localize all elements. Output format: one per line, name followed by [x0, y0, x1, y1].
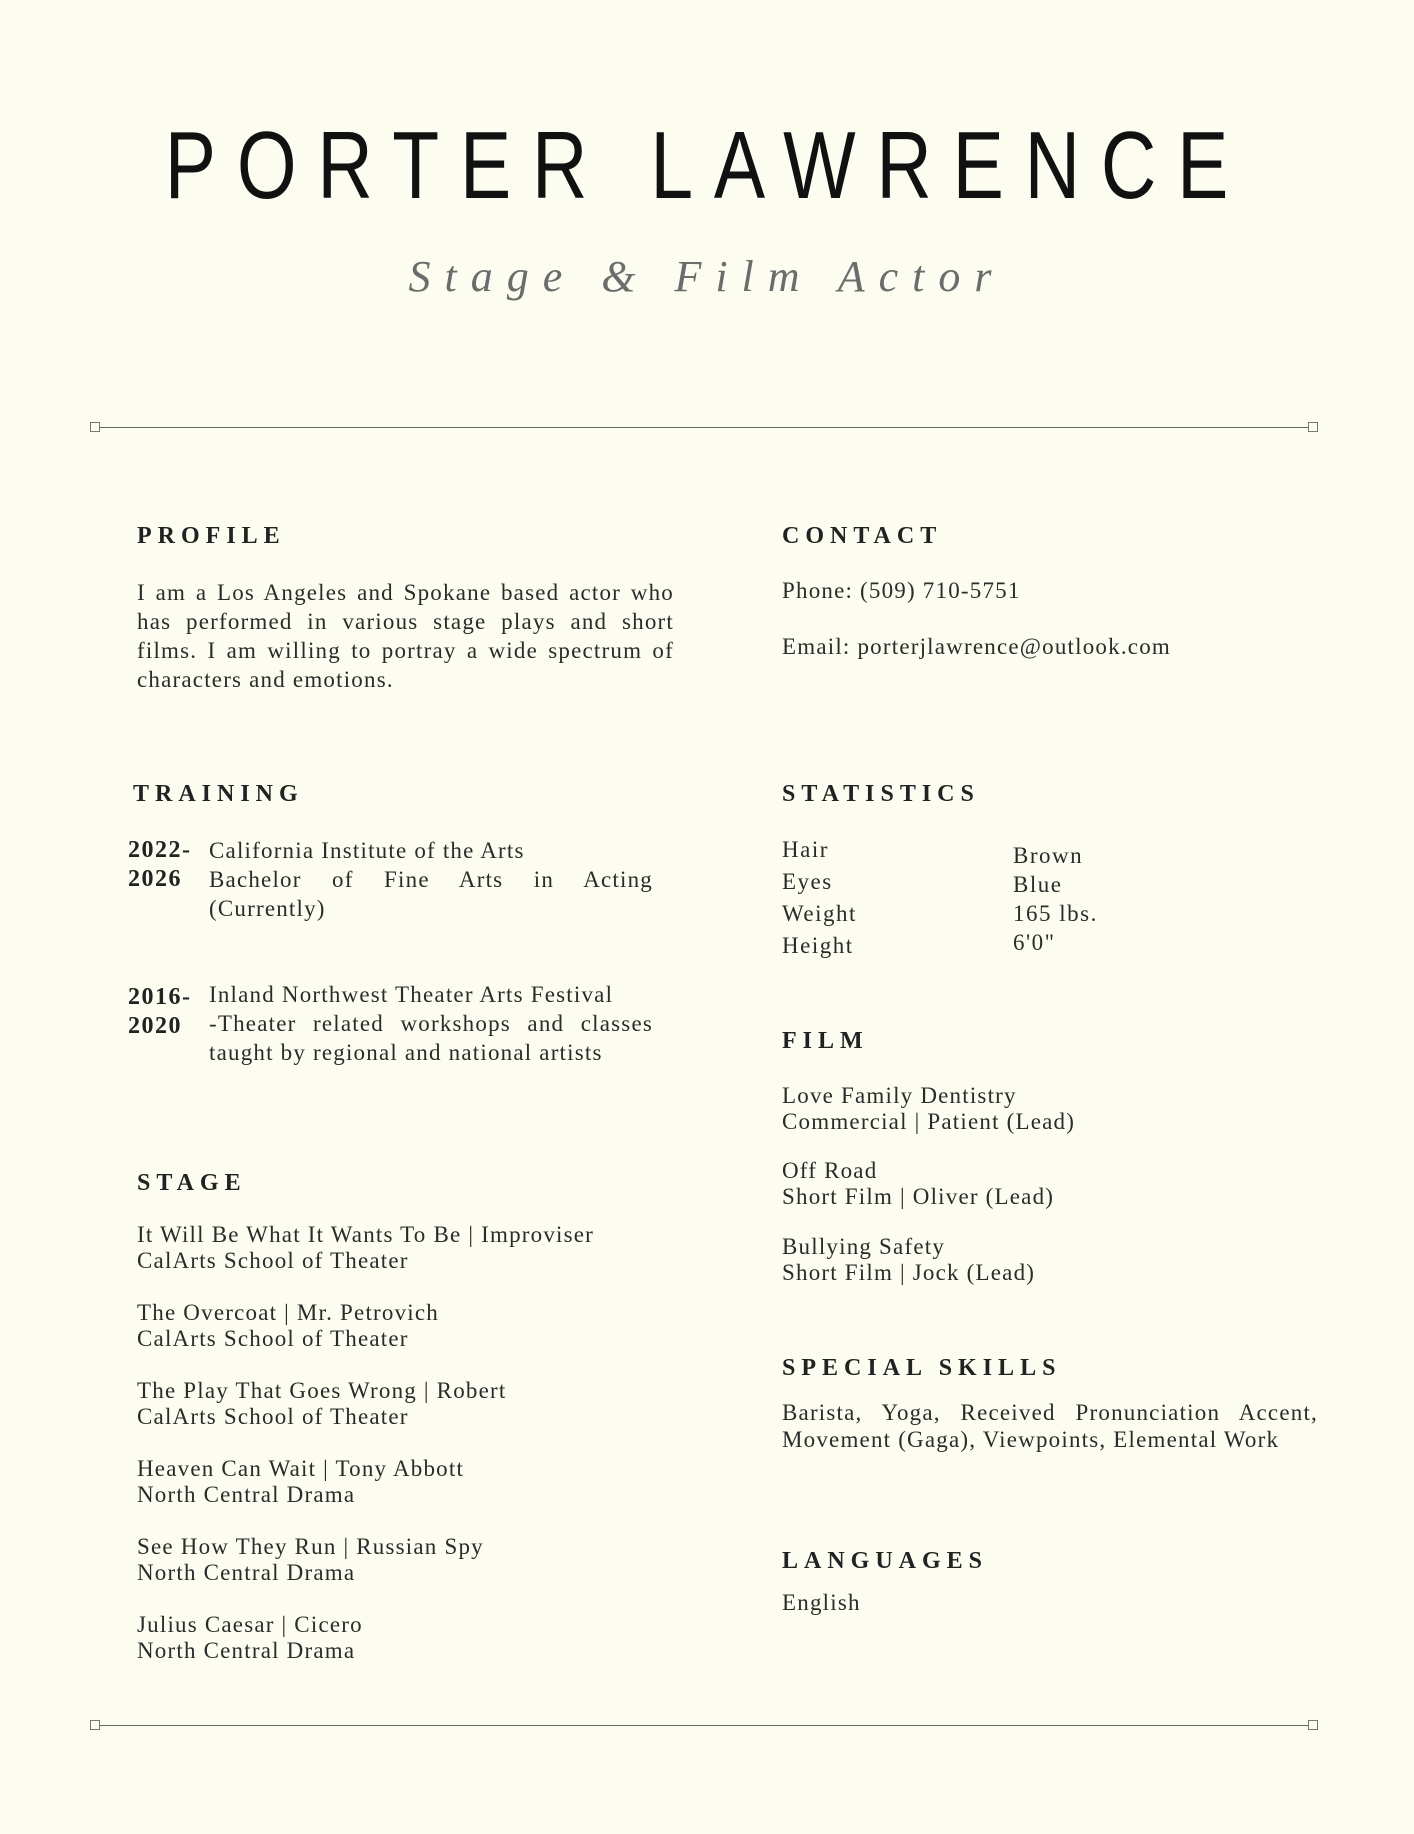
- page-title: PORTER LAWRENCE: [164, 112, 1250, 219]
- stat-label: Weight: [782, 901, 857, 926]
- list-item: Heaven Can Wait | Tony Abbott North Central Drama: [137, 1456, 465, 1507]
- stage-heading: STAGE: [137, 1170, 247, 1196]
- languages-text: English: [782, 1590, 861, 1615]
- stat-value: 6'0": [1013, 930, 1056, 955]
- film-heading: FILM: [782, 1028, 869, 1054]
- list-item: Julius Caesar | Cicero North Central Drama: [137, 1612, 363, 1663]
- training-item-inland: Inland Northwest Theater Arts Festival -Theater related workshops and classes taught by regional and national artists: [209, 982, 653, 1065]
- bottom-divider: [90, 1720, 1318, 1732]
- skills-text: Barista, Yoga, Received Pronunciation Accent, Movement (Gaga), Viewpoints, Elemental Work: [782, 1400, 1318, 1452]
- training-item-calarts: California Institute of the Arts Bachelor of Fine Arts in Acting (Currently): [209, 838, 653, 921]
- stat-label: Height: [782, 933, 854, 958]
- profile-heading: PROFILE: [137, 523, 286, 549]
- languages-heading: LANGUAGES: [782, 1548, 989, 1574]
- list-item: The Play That Goes Wrong | Robert CalArts School of Theater: [137, 1378, 507, 1429]
- contact-email: Email: porterjlawrence@outlook.com: [782, 634, 1171, 659]
- training-year: 2022- 2026: [128, 837, 192, 892]
- stat-label: Eyes: [782, 869, 833, 894]
- list-item: Off Road Short Film | Oliver (Lead): [782, 1158, 1055, 1209]
- skills-heading: SPECIAL SKILLS: [782, 1355, 1062, 1381]
- page-subtitle: Stage & Film Actor: [408, 252, 1006, 301]
- training-heading: TRAINING: [133, 781, 304, 807]
- list-item: Love Family Dentistry Commercial | Patient (Lead): [782, 1083, 1076, 1134]
- list-item: See How They Run | Russian Spy North Central Drama: [137, 1534, 484, 1585]
- list-item: Bullying Safety Short Film | Jock (Lead): [782, 1234, 1036, 1285]
- profile-text: I am a Los Angeles and Spokane based actor who has performed in various stage plays and short films. I am willing to portray a wide spectrum of characters and emotions.: [137, 580, 674, 692]
- list-item: The Overcoat | Mr. Petrovich CalArts School of Theater: [137, 1300, 439, 1351]
- contact-heading: CONTACT: [782, 523, 943, 549]
- top-divider: [90, 422, 1318, 434]
- stat-value: Brown: [1013, 843, 1084, 868]
- statistics-heading: STATISTICS: [782, 781, 980, 807]
- stat-label: Hair: [782, 837, 829, 862]
- stat-value: 165 lbs.: [1013, 901, 1098, 926]
- training-year: 2016- 2020: [128, 984, 192, 1039]
- contact-phone: Phone: (509) 710-5751: [782, 578, 1021, 603]
- stat-value: Blue: [1013, 872, 1063, 897]
- list-item: It Will Be What It Wants To Be | Improviser CalArts School of Theater: [137, 1222, 595, 1273]
